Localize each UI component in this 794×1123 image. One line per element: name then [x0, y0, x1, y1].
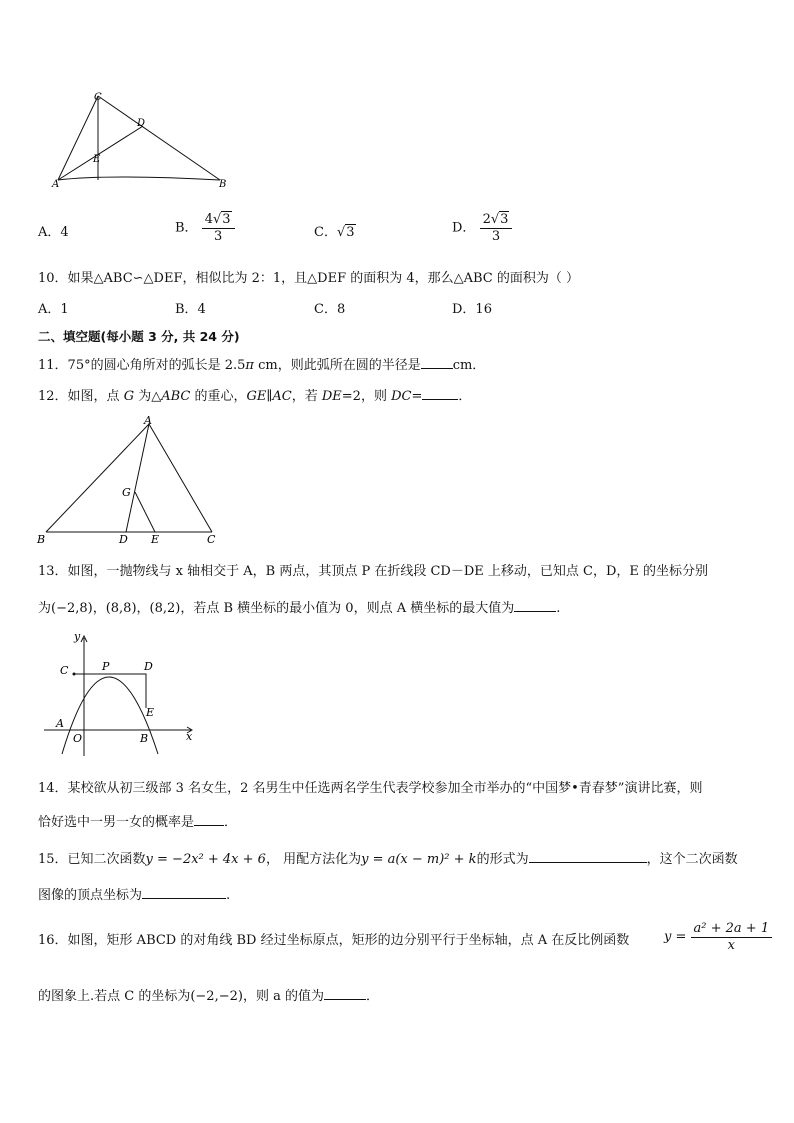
label-E: E — [146, 706, 155, 719]
label-D: D — [144, 660, 153, 673]
label-C: C — [60, 664, 69, 677]
q9-option-b-fraction: $\frac{4√3}{3}$ — [202, 212, 235, 245]
q12-blank — [422, 385, 458, 400]
q16-fraction: $\frac{\text{a² + 2a + 1}}{x}$ — [691, 921, 773, 954]
label-A: A — [144, 414, 152, 427]
q10-option-a: A．1 — [38, 302, 69, 317]
q10-option-b: B．4 — [175, 302, 206, 317]
q16-line1: 16．如图，矩形 ABCD 的对角线 BD 经过坐标原点，矩形的边分别平行于坐标轴，点 A 在反比例函数 — [38, 933, 630, 948]
label-C: C — [94, 92, 102, 103]
q13-line2: 为(−2,8)，(8,8)，(8,2)，若点 B 横坐标的最小值为 0，则点 A 横坐标的最大值为 . — [38, 597, 560, 618]
label-A: A — [56, 717, 64, 730]
q9-option-b-label: B． — [175, 220, 198, 236]
q14-line1: 14．某校欲从初三级部 3 名女生，2 名男生中任选两名学生代表学校参加全市举办的“中国梦•青春梦”演讲比赛，则 — [38, 781, 703, 796]
label-P: P — [102, 660, 110, 673]
q10-option-d: D．16 — [452, 302, 492, 317]
label-B: B — [140, 732, 149, 745]
q9-option-c: C．√3 — [314, 225, 355, 240]
q14-blank — [194, 811, 224, 826]
q13-blank — [514, 597, 556, 612]
q10-stem: 10．如果△ABC∽△DEF，相似比为 2：1，且△DEF 的面积为 4，那么△ABC 的面积为（ ） — [38, 271, 580, 286]
q10-option-c: C．8 — [314, 302, 346, 317]
label-O: O — [73, 732, 83, 745]
q9-option-d: D． $\frac{2√3}{3}$ — [452, 212, 512, 245]
q9-option-d-fraction: $\frac{2√3}{3}$ — [480, 212, 513, 245]
q15-blank-2 — [142, 884, 226, 899]
q11: 11．75°的圆心角所对的弧长是 2.5π cm，则此弧所在圆的半径是 cm． — [38, 354, 485, 375]
q14-line2: 恰好选中一男一女的概率是 ． — [38, 811, 237, 832]
q12: 12．如图，点 G 为△ABC 的重心，GE∥AC，若 DE=2，则 DC= ． — [38, 385, 471, 406]
label-A: A — [52, 179, 60, 190]
label-B: B — [37, 533, 46, 546]
label-G: G — [122, 486, 131, 499]
q9-option-a: A．4 — [38, 225, 69, 240]
q16-blank — [324, 985, 366, 1000]
label-D: D — [137, 118, 146, 129]
q12-figure — [34, 412, 234, 548]
label-y: y — [74, 630, 81, 643]
q13-line1: 13．如图，一抛物线与 x 轴相交于 A，B 两点，其顶点 P 在折线段 CD－DE 上移动，已知点 C，D，E 的坐标分别 — [38, 564, 709, 579]
q11-blank — [421, 354, 453, 369]
label-B: B — [219, 179, 227, 190]
q15-line2: 图像的顶点坐标为 . — [38, 884, 230, 905]
q15-line1: 15．已知二次函数y = −2x² + 4x + 6， 用配方法化为y = a(x − m)² + k的形式为 ，这个二次函数 — [38, 848, 738, 869]
q16-line2: 的图象上.若点 C 的坐标为(−2,−2)，则 a 的值为 ． — [38, 985, 379, 1006]
q15-blank-1 — [529, 848, 647, 863]
q9-option-b — [175, 212, 235, 245]
section-title: 二、填空题(每小题 3 分, 共 24 分) — [38, 329, 240, 344]
label-x: x — [186, 730, 193, 743]
label-E: E — [151, 533, 160, 546]
label-E: E — [93, 154, 101, 165]
q13-figure — [36, 628, 206, 760]
label-D: D — [119, 533, 128, 546]
q9-figure — [48, 88, 238, 190]
q16-function: y = $\frac{\text{a² + 2a + 1}}{x}$ — [664, 921, 772, 954]
label-C: C — [207, 533, 216, 546]
